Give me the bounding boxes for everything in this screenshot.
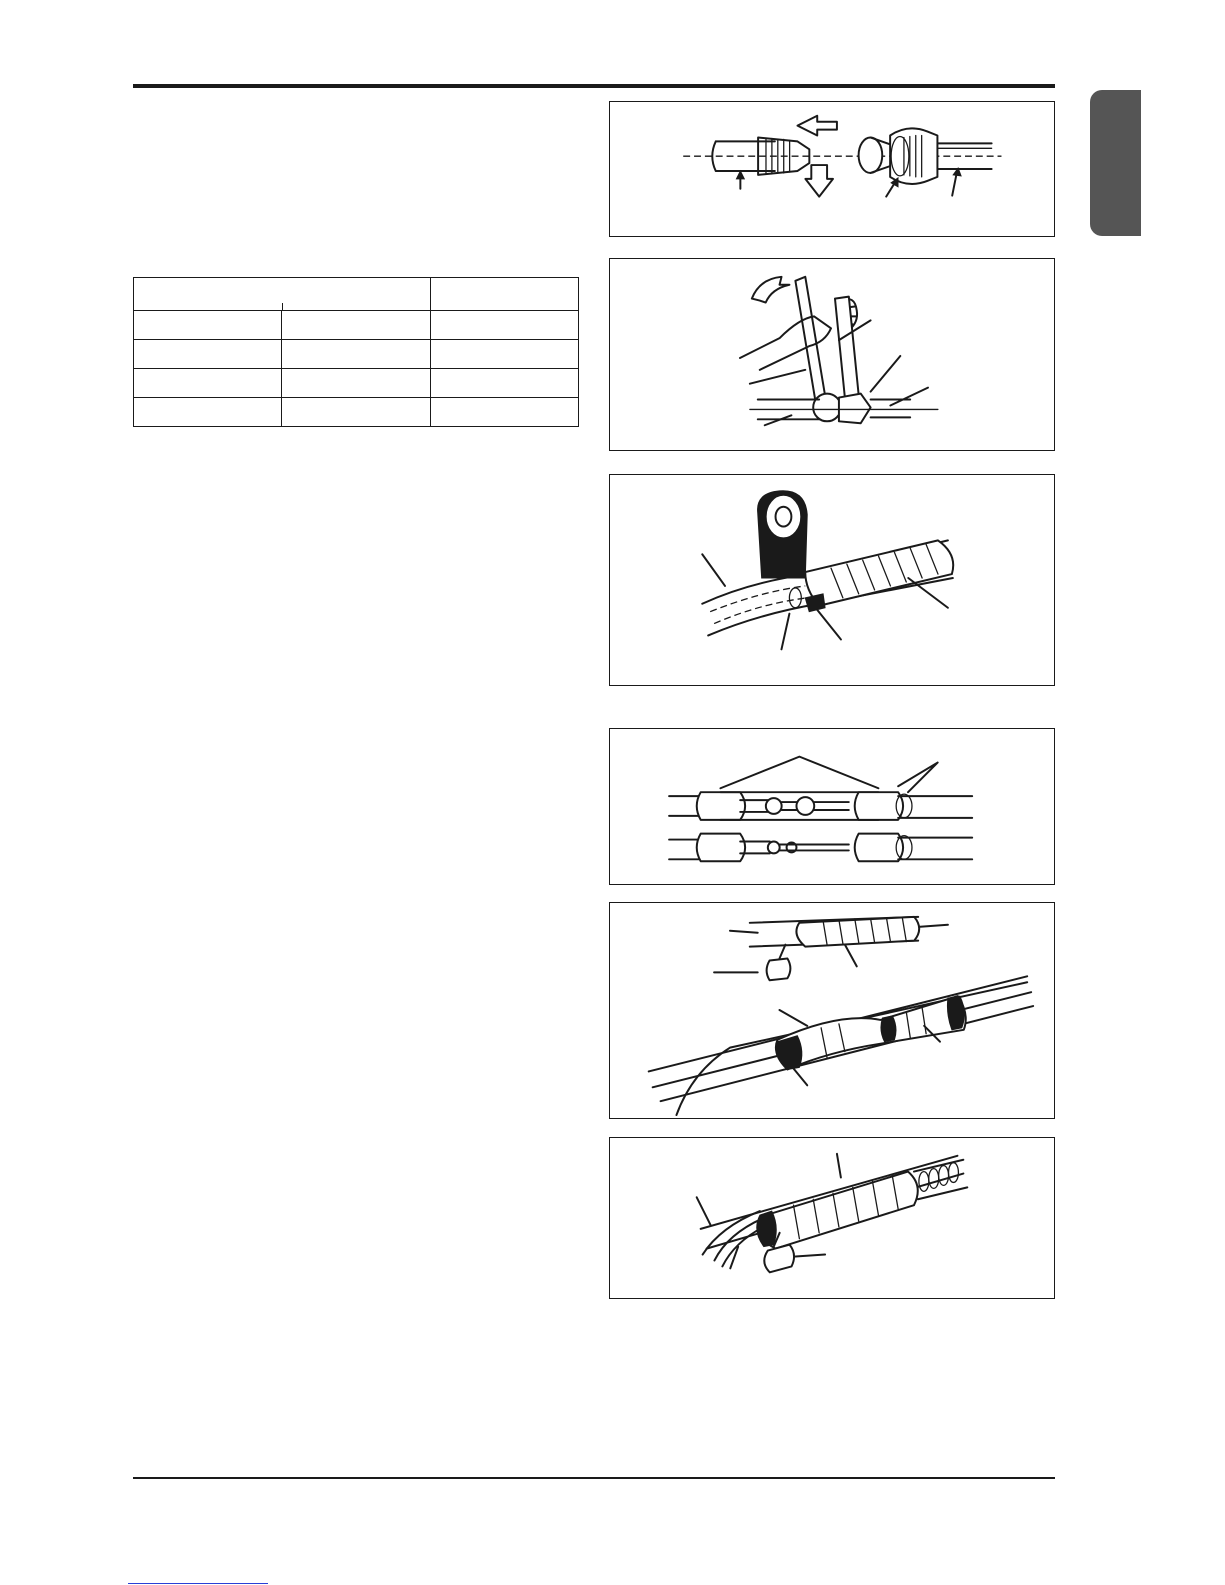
table-cell bbox=[134, 369, 282, 398]
insulated-joints-figure bbox=[609, 728, 1055, 885]
pipe-bundle-wrapping-icon bbox=[610, 1138, 1054, 1298]
table-cell bbox=[430, 278, 578, 311]
table-cell bbox=[430, 311, 578, 340]
table-cell bbox=[134, 398, 282, 427]
table-cell bbox=[282, 369, 430, 398]
table-row bbox=[134, 340, 579, 369]
table-cell bbox=[282, 340, 430, 369]
table-row bbox=[134, 311, 579, 340]
table-cell bbox=[282, 398, 430, 427]
flare-nut-connection-figure bbox=[609, 101, 1055, 237]
table-header-row bbox=[134, 278, 579, 311]
pipe-insulation-taping-figure bbox=[609, 474, 1055, 686]
pipe-bundle-wrapping-figure bbox=[609, 1137, 1055, 1299]
flare-nut-connection-icon bbox=[610, 102, 1054, 236]
wrench-tightening-figure bbox=[609, 258, 1055, 451]
header-rule bbox=[133, 84, 1055, 88]
spec-table bbox=[133, 277, 579, 427]
table-row bbox=[134, 398, 579, 427]
table-cell bbox=[430, 369, 578, 398]
two-wrench-tightening-icon bbox=[610, 259, 1054, 450]
pipe-binding-figure bbox=[609, 902, 1055, 1119]
tape-roll-pipe-insulation-icon bbox=[610, 475, 1054, 685]
footer-rule bbox=[133, 1477, 1055, 1479]
table-cell bbox=[430, 340, 578, 369]
table-cell bbox=[134, 311, 282, 340]
table-cell bbox=[282, 311, 430, 340]
table-cell bbox=[430, 398, 578, 427]
table-divider-tick bbox=[282, 303, 283, 311]
insulated-pipe-joints-icon bbox=[610, 729, 1054, 884]
footer-link-underline[interactable] bbox=[128, 1583, 268, 1584]
table-cell bbox=[134, 340, 282, 369]
table-row bbox=[134, 369, 579, 398]
pipe-taping-and-binding-icon bbox=[610, 903, 1054, 1118]
section-tab-marker[interactable] bbox=[1090, 90, 1141, 236]
